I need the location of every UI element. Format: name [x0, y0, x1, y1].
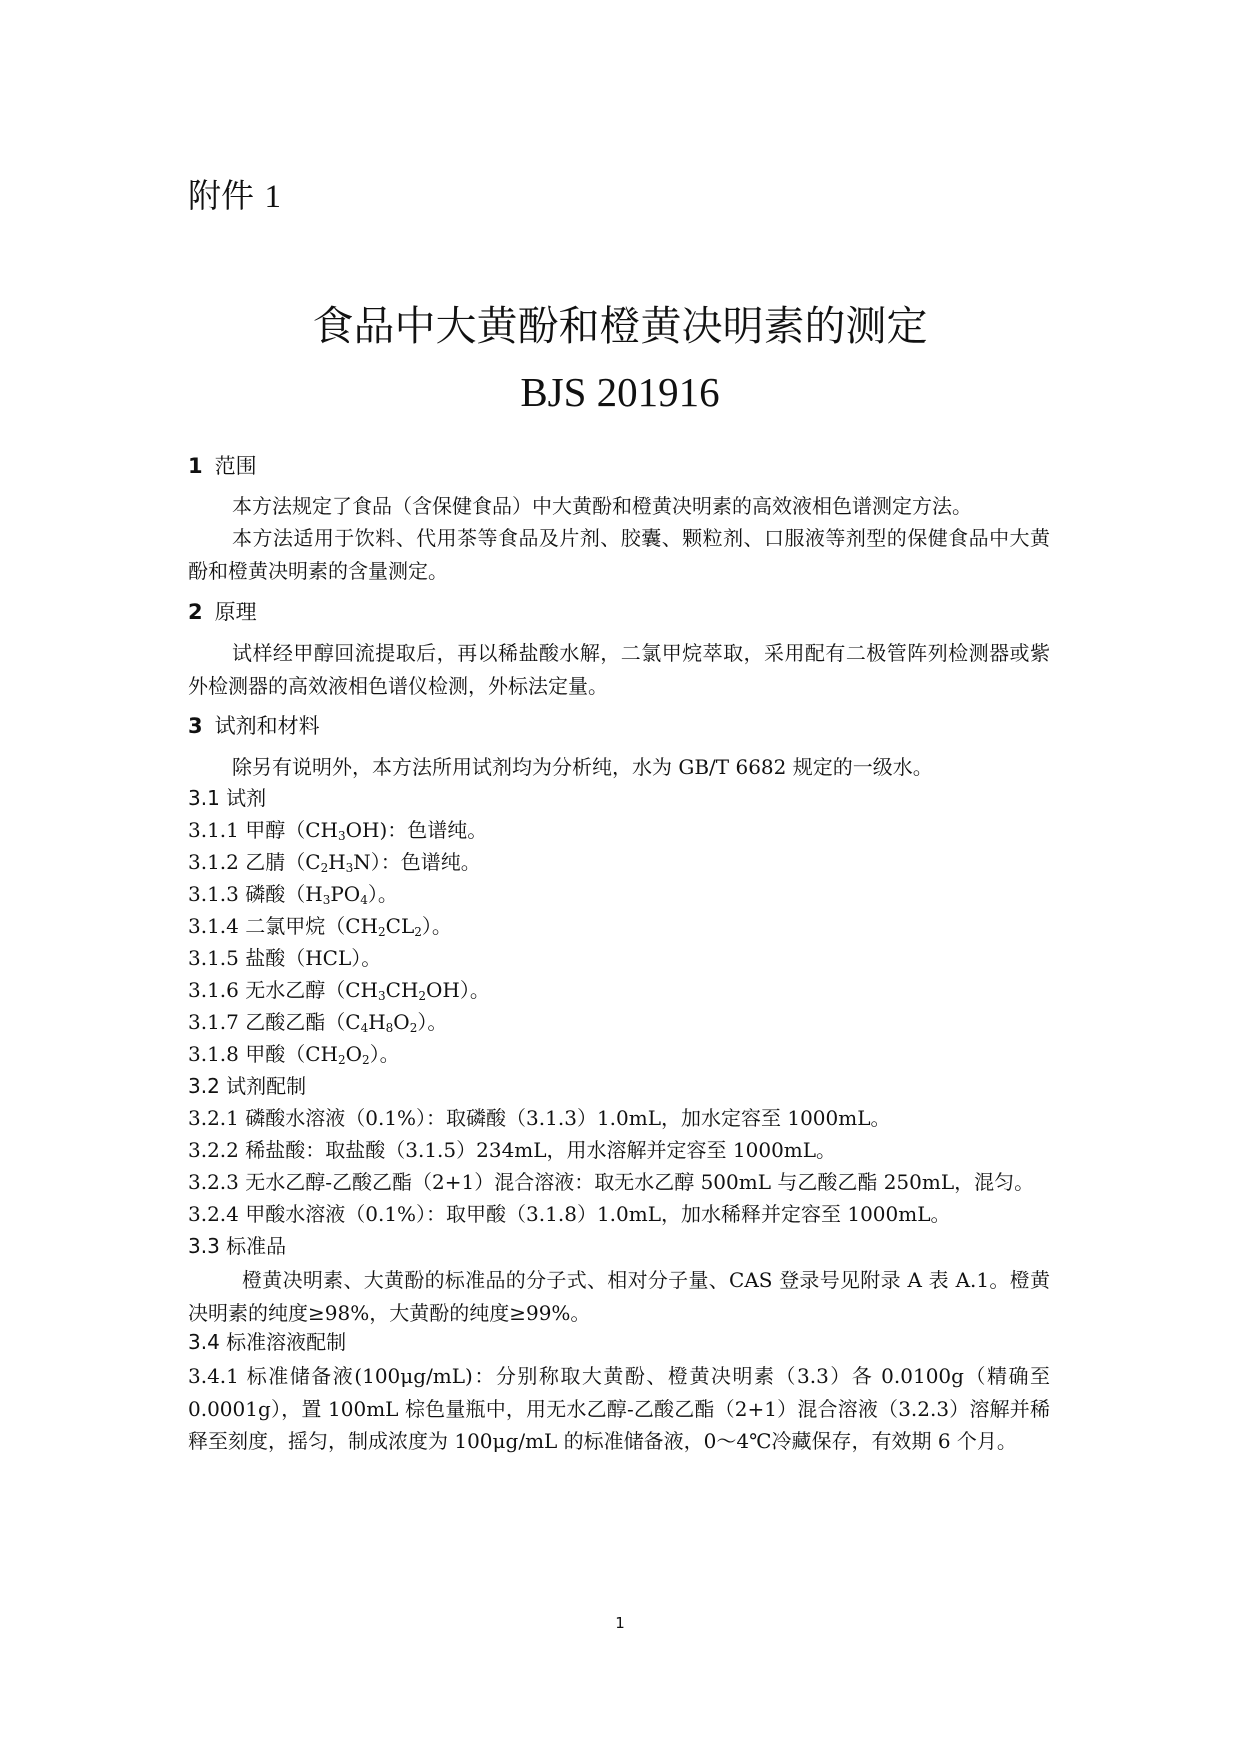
subsection-3-3-heading: 3.3 标准品	[188, 1234, 287, 1258]
reagent-prep-3-2-4: 3.2.4 甲酸水溶液（0.1%）：取甲酸（3.1.8）1.0mL，加水稀释并定容至 1000mL。	[188, 1202, 951, 1226]
reagent-3-1-1: 3.1.1 甲醇$(CH_3OH)$：色谱纯。	[188, 818, 488, 843]
subsection-3-3-paragraph: 橙黄决明素、大黄酚的标准品的分子式、相对分子量、CAS 登录号见附录 A 表 A.1。橙黄决明素的纯度≥98%，大黄酚的纯度≥99%。	[188, 1268, 1050, 1325]
reagent-3-1-2: 3.1.2 乙腈$(C_2H_3N)$：色谱纯。	[188, 850, 481, 875]
reagent-prep-3-2-3: 3.2.3 无水乙醇-乙酸乙酯（2+1）混合溶液：取无水乙醇 500mL 与乙酸乙酯 250mL，混匀。	[188, 1170, 1035, 1194]
reagent-3-1-8: 3.1.8 甲酸$(CH_2O_2)$。	[188, 1042, 400, 1067]
reagent-3-1-5: 3.1.5 盐酸（HCL）。	[188, 946, 382, 970]
subsection-3-1-heading: 3.1 试剂	[188, 786, 267, 810]
reagent-3-1-6: 3.1.6 无水乙醇$(CH_3CH_2OH)$。	[188, 978, 490, 1003]
subsection-3-4-1-paragraph: 3.4.1 标准储备液(100μg/mL)：分别称取大黄酚、橙黄决明素（3.3）各 0.0100g（精确至 0.0001g），置 100mL 棕色量瓶中，用无水乙醇-乙酸乙酯（2+1）混合溶液（3.2.3）溶解并稀释至刻度，摇匀，制成浓度为 100μg/mL 的标准储备液，0～4℃冷藏保存，有效期 6 个月。	[188, 1364, 1050, 1453]
section-1-paragraph-1: 本方法规定了食品（含保健食品）中大黄酚和橙黄决明素的高效液相色谱测定方法。	[232, 494, 972, 518]
annex-label: 附件 1	[188, 176, 281, 215]
reagent-3-1-7: 3.1.7 乙酸乙酯$(C_4H_8O_2)$。	[188, 1010, 448, 1035]
section-1-heading: 1 范围	[188, 454, 257, 478]
reagent-3-1-4: 3.1.4 二氯甲烷$(CH_2CL_2)$。	[188, 914, 452, 939]
section-3-paragraph-1: 除另有说明外，本方法所用试剂均为分析纯，水为 GB/T 6682 规定的一级水。	[232, 755, 933, 779]
reagent-prep-3-2-2: 3.2.2 稀盐酸：取盐酸（3.1.5）234mL，用水溶解并定容至 1000mL。	[188, 1138, 837, 1162]
reagent-prep-3-2-1: 3.2.1 磷酸水溶液（0.1%）：取磷酸（3.1.3）1.0mL，加水定容至 1000mL。	[188, 1106, 891, 1130]
section-1-paragraph-2: 本方法适用于饮料、代用茶等食品及片剂、胶囊、颗粒剂、口服液等剂型的保健食品中大黄酚和橙黄决明素的含量测定。	[188, 526, 1050, 583]
subsection-3-2-heading: 3.2 试剂配制	[188, 1074, 307, 1098]
document-code: BJS 201916	[520, 369, 720, 415]
section-2-heading: 2 原理	[188, 600, 257, 624]
subsection-3-4-heading: 3.4 标准溶液配制	[188, 1330, 347, 1354]
page-number: 1	[615, 1614, 625, 1632]
section-2-paragraph-1: 试样经甲醇回流提取后，再以稀盐酸水解，二氯甲烷萃取，采用配有二极管阵列检测器或紫外检测器的高效液相色谱仪检测，外标法定量。	[188, 641, 1050, 698]
section-3-heading: 3 试剂和材料	[188, 714, 320, 738]
document-title: 食品中大黄酚和橙黄决明素的测定	[312, 302, 928, 350]
reagent-3-1-3: 3.1.3 磷酸$(H_3PO_4)$。	[188, 882, 398, 907]
